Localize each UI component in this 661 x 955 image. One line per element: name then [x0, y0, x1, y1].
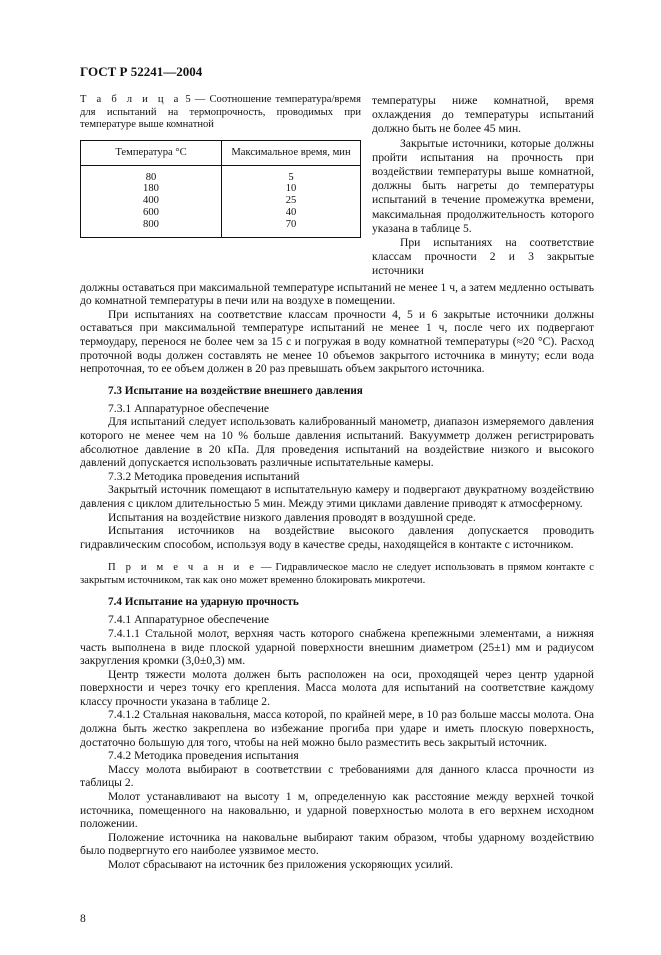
- table-caption-label: Т а б л и ц а: [80, 94, 182, 105]
- paragraph: должны оставаться при максимальной температуре испытаний не менее 1 ч, а затем медленно остывать до комнатной температуры в печи или на воздухе в помещении.: [80, 280, 594, 308]
- paragraph: температуры ниже комнатной, время охлаждения до температуры испытаний должно быть не более 45 мин.: [372, 94, 594, 136]
- paragraph: Молот устанавливают на высоту 1 м, определенную как расстояние между верхней точкой источника, помещенного на наковальню, и ударной поверхностью молота в его верхнем исходном положении.: [80, 790, 594, 831]
- document-page: [80, 0, 594, 955]
- section-7-3-body: [80, 402, 594, 552]
- paragraph: Испытания на воздействие низкого давления проводят в воздушной среде.: [108, 510, 476, 524]
- table-caption: [80, 94, 361, 132]
- table-row: [81, 165, 361, 183]
- section-heading-7-3: 7.3 Испытание на воздействие внешнего давления: [108, 384, 363, 397]
- table-header-row: [81, 140, 361, 165]
- paragraph: 7.4.1.1 Стальной молот, верхняя часть которого снабжена крепежными элементами, а нижняя часть выполнена в виде плоской ударной поверхности внешним диаметром (25±1) мм и радиусом закругления кромки (3,0±0,3) мм.: [80, 626, 594, 668]
- paragraph: Закрытый источник помещают в испытательную камеру и подвергают двукратному воздействию давления с циклом длительностью 5 мин. Между этими циклами давление приводят к атмосферному.: [80, 483, 594, 510]
- document-header: ГОСТ Р 52241—2004: [80, 64, 203, 79]
- note-text: — Гидравлическое масло не следует использовать в прямом контакте с закрытым источником, так как оно может временно блокировать микротечи.: [80, 562, 595, 587]
- cell-time: 25: [222, 195, 361, 207]
- subsection-title: 7.4.2 Методика проведения испытания: [108, 749, 299, 763]
- table-row: [81, 195, 361, 207]
- table-block: [80, 94, 361, 238]
- paragraph: При испытаниях на соответствие классам прочности 4, 5 и 6 закрытые источники должны оставаться при максимальной температуре испытаний не менее 1 ч, после чего их подвергают термоудару, перенося не более чем за 15 с и погружая в воду комнатной температуры (≈20 °С). Расход проточной воды должен составлять не менее 10 объемов закрытого источника в минуту; если вода непроточная, то ее объем должен в 20 раз превышать объем закрытого источника.: [80, 307, 594, 376]
- cell-temperature: 80: [81, 165, 222, 183]
- paragraph: Для испытаний следует использовать калиброванный манометр, диапазон измеряемого давления которого не менее чем на 10 % больше давления испытаний. Вакуумметр должен регистрировать абсолютное давление в 20 кПа. Для проведения испытаний на воздействие низкого и высокого давлений допускается использовать различные испытательные камеры.: [80, 415, 594, 470]
- column-header-max-time: Максимальное время, мин: [222, 140, 361, 165]
- note-label: П р и м е ч а н и е: [108, 562, 257, 574]
- paragraph: Закрытые источники, которые должны пройти испытания на прочность при воздействии температуры выше комнатной, должны быть нагреты до температуры испытаний в течение промежутка времени, максимальная продолжительность которого указана в таблице 5.: [372, 136, 594, 235]
- column-header-temperature: Температура °С: [81, 140, 222, 165]
- subsection-title: 7.3.1 Аппаратурное обеспечение: [108, 401, 270, 415]
- note: [80, 561, 594, 587]
- right-column-text: [372, 94, 594, 279]
- table-row: [81, 183, 361, 195]
- temperature-time-table: [80, 140, 361, 238]
- note-paragraph: [80, 561, 594, 587]
- cell-time: 70: [222, 219, 361, 237]
- top-section: [80, 94, 594, 279]
- table-caption-text: 5 — Соотношение температура/время для испытаний на термопрочность, проводимых при температуре выше комнатной: [80, 94, 361, 131]
- paragraph: Испытания источников на воздействие высокого давления допускается проводить гидравлическим способом, используя воду в качестве среды, находящейся в контакте с источником.: [80, 524, 594, 551]
- cell-time: 10: [222, 183, 361, 195]
- paragraph: 7.4.1.2 Стальная наковальня, масса которой, по крайней мере, в 10 раз больше массы молота. Она должна быть жестко закреплена во избежание прогиба при ударе и иметь плоскую поверхность, достаточно большую для того, чтобы на ней можно было разместить весь закрытый источник.: [80, 708, 594, 749]
- subsection-title: 7.4.1 Аппаратурное обеспечение: [108, 613, 270, 627]
- table-row: [81, 207, 361, 219]
- page-number: 8: [80, 911, 86, 925]
- body-top: [80, 281, 594, 376]
- cell-time: 5: [222, 165, 361, 183]
- table-row: [81, 219, 361, 237]
- cell-temperature: 400: [81, 195, 222, 207]
- subsection-title: 7.3.2 Методика проведения испытаний: [108, 469, 300, 483]
- paragraph: Центр тяжести молота должен быть расположен на оси, проходящей через центр ударной поверхности и через точку его крепления. Масса молота для испытаний на соответствие каждому классу прочности указана в таблице 2.: [80, 667, 594, 708]
- cell-temperature: 600: [81, 207, 222, 219]
- cell-temperature: 800: [81, 219, 222, 237]
- cell-temperature: 180: [81, 183, 222, 195]
- section-7-4-body: [80, 613, 594, 871]
- paragraph: Положение источника на наковальне выбирают таким образом, чтобы ударному воздействию было подвергнуто его наиболее уязвимое место.: [80, 830, 594, 858]
- paragraph: Массу молота выбирают в соответствии с требованиями для данного класса прочности из таблицы 2.: [80, 762, 594, 790]
- cell-time: 40: [222, 207, 361, 219]
- section-heading-7-4: 7.4 Испытание на ударную прочность: [108, 596, 299, 609]
- paragraph: Молот сбрасывают на источник без приложения ускоряющих усилий.: [108, 858, 454, 872]
- paragraph: При испытаниях на соответствие классам прочности 2 и 3 закрытые источники: [372, 236, 594, 278]
